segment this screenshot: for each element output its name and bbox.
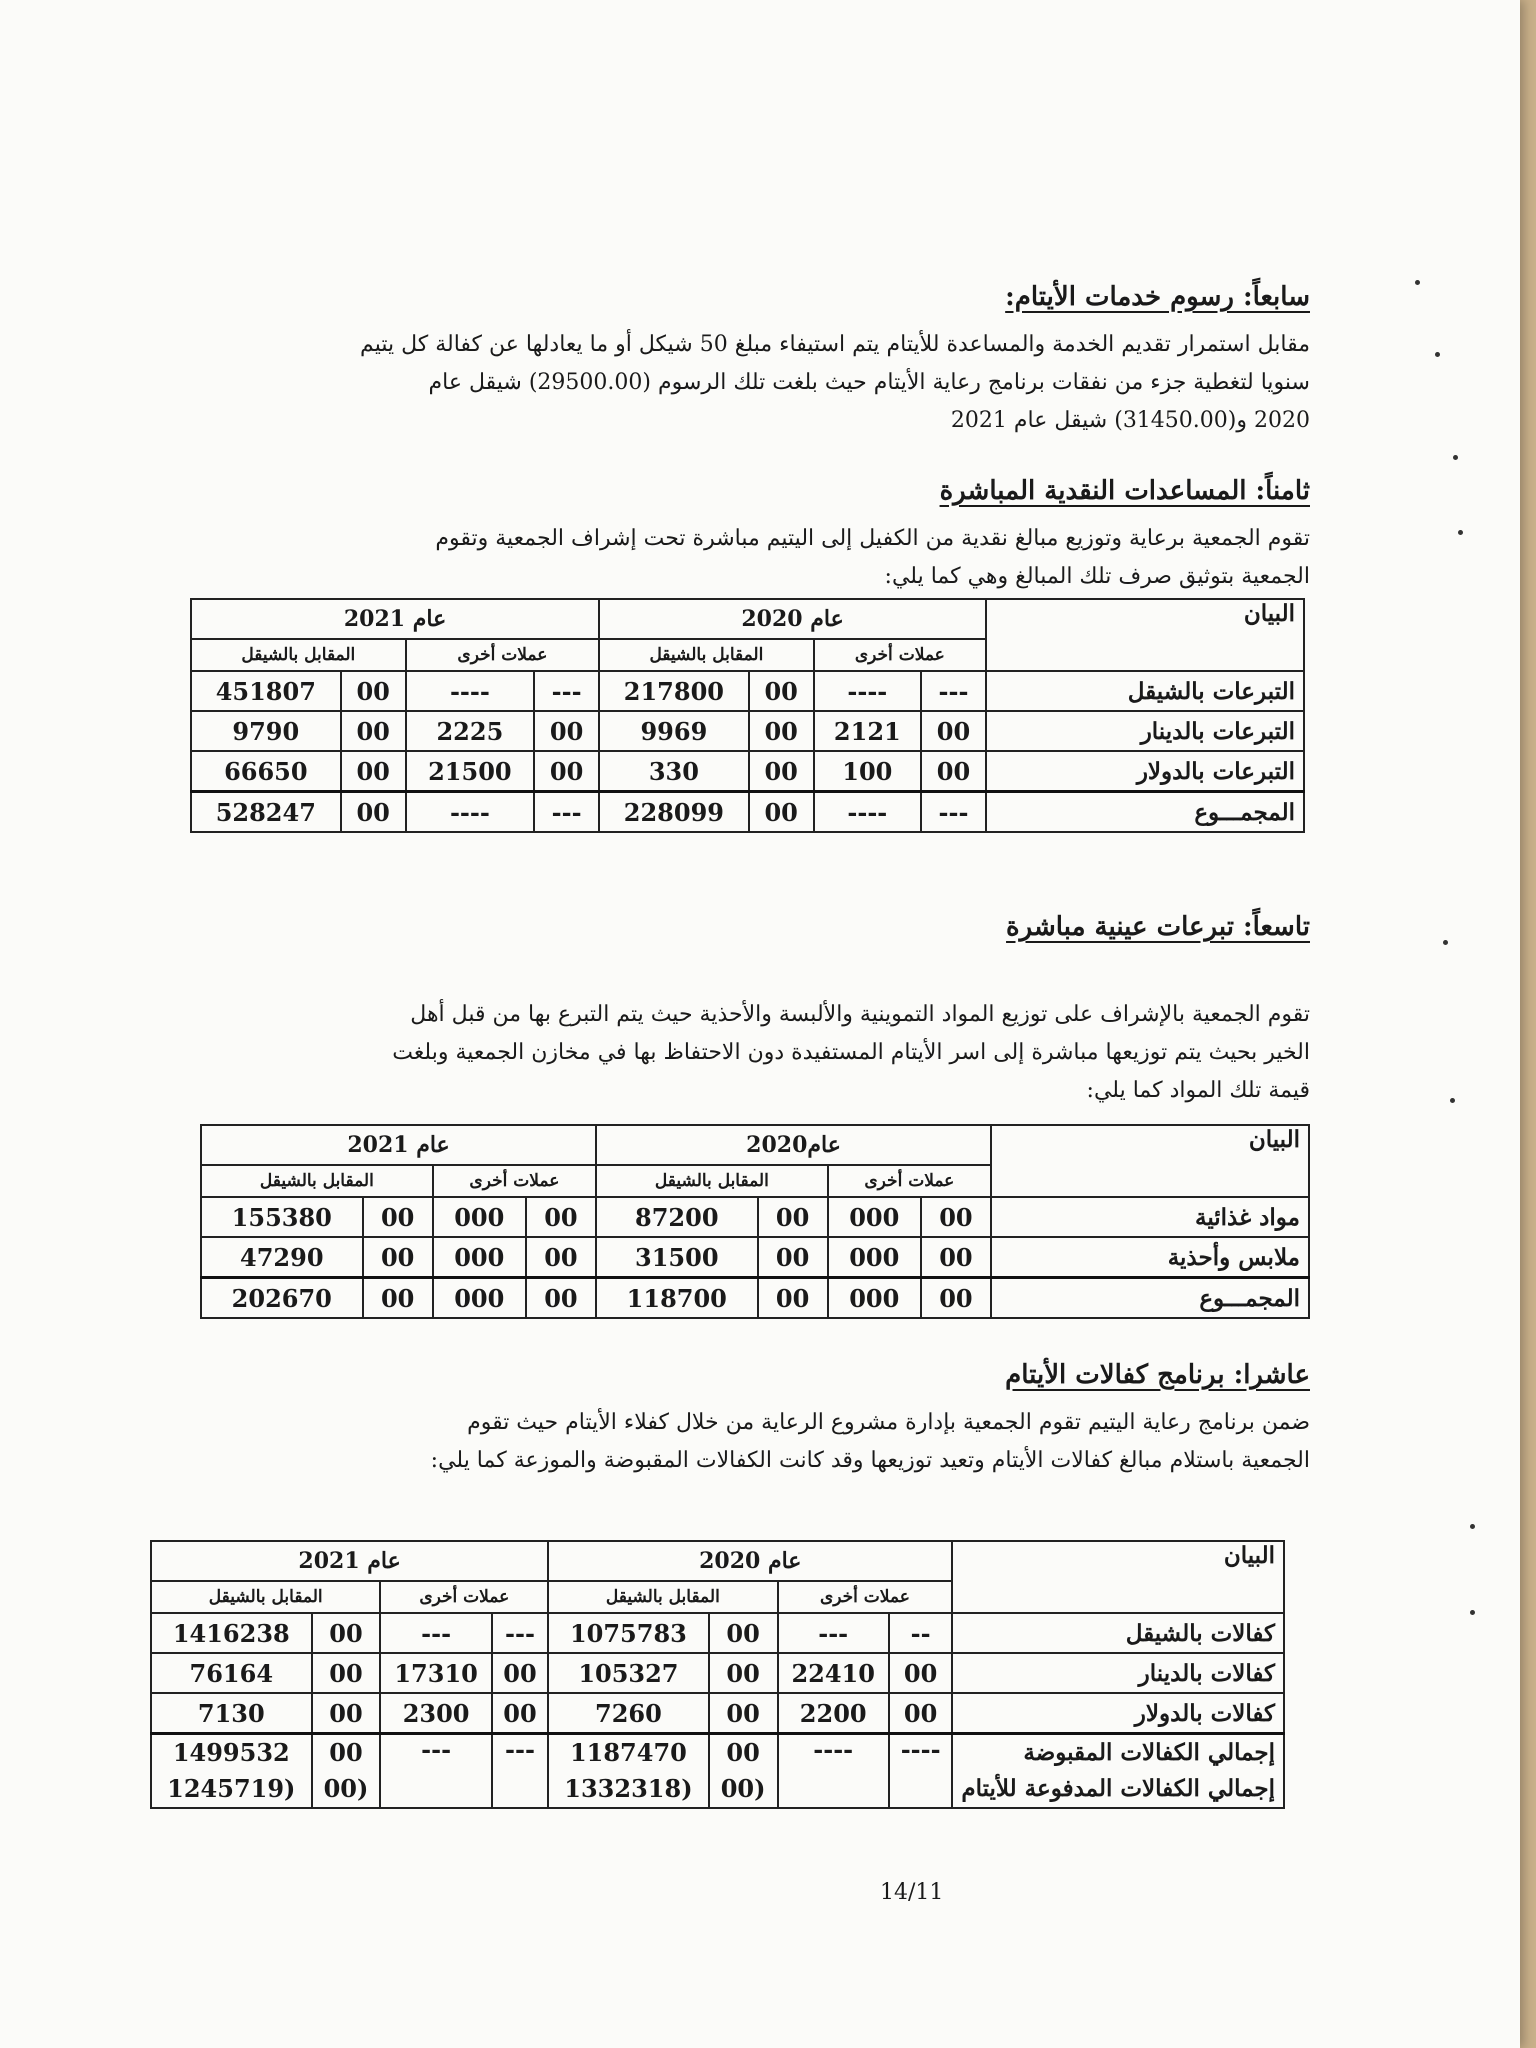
cell: 000 (433, 1237, 526, 1278)
cell: 118700 (596, 1278, 757, 1319)
row-label: ملابس وأحذية (991, 1237, 1309, 1278)
cell: (1332318 (564, 1774, 693, 1803)
cell: ---- (814, 792, 921, 833)
cell: ---- (814, 671, 921, 711)
cell: 00 (758, 1278, 828, 1319)
header-other-currencies: عملات أخرى (433, 1165, 596, 1197)
section-title: ثامناً: المساعدات النقدية المباشرة (939, 476, 1310, 506)
section-sponsorship-program (140, 1360, 1310, 1480)
cell: 1416238 (151, 1613, 312, 1653)
cell: 00 (889, 1693, 952, 1734)
margin-dot (1453, 455, 1458, 460)
paragraph-line: مقابل استمرار تقديم الخدمة والمساعدة للأيتام يتم استيفاء مبلغ 50 شيكل أو ما يعادلها عن كفالة كل يتيم (360, 332, 1310, 357)
total-paid-label: إجمالي الكفالات المدفوعة للأيتام (961, 1775, 1275, 1802)
cell: 1499532 (172, 1738, 290, 1767)
section-in-kind-donations (140, 912, 1310, 1110)
cell: 00 (749, 671, 814, 711)
cell: 00 (341, 751, 406, 792)
cell: 00 (726, 1738, 760, 1767)
paragraph-line: الجمعية بتوثيق صرف تلك المبالغ وهي كما يلي: (884, 564, 1310, 589)
cell: --- (492, 1734, 548, 1809)
cell: ---- (406, 671, 534, 711)
margin-dot (1458, 530, 1463, 535)
cell: 000 (828, 1197, 921, 1237)
cell: 00 (921, 1197, 991, 1237)
cell: 17310 (380, 1653, 491, 1693)
header-year-2020: عام2020 (596, 1125, 991, 1165)
cell-pair (312, 1734, 381, 1809)
cell: 7260 (548, 1693, 708, 1734)
cell: 21500 (406, 751, 534, 792)
row-label: كفالات بالدولار (952, 1693, 1284, 1734)
row-label: مواد غذائية (991, 1197, 1309, 1237)
row-label: التبرعات بالشيقل (986, 671, 1304, 711)
cell: 1075783 (548, 1613, 708, 1653)
cell: ---- (778, 1734, 889, 1809)
cell: 76164 (151, 1653, 312, 1693)
cell: 217800 (599, 671, 749, 711)
cell: 00 (534, 751, 599, 792)
header-shekel-equivalent: المقابل بالشيقل (191, 639, 406, 671)
margin-dot (1470, 1524, 1475, 1529)
cell-pair (151, 1734, 312, 1809)
cell: 00 (709, 1613, 778, 1653)
header-other-currencies: عملات أخرى (828, 1165, 991, 1197)
paragraph-line: ضمن برنامج رعاية اليتيم تقوم الجمعية بإدارة مشروع الرعاية من خلال كفلاء الأيتام حيث تقوم (467, 1410, 1310, 1435)
cell: 2300 (380, 1693, 491, 1734)
cell: 00 (312, 1653, 381, 1693)
margin-dot (1415, 280, 1420, 285)
cell: --- (534, 792, 599, 833)
cell: 66650 (191, 751, 341, 792)
cell: 228099 (599, 792, 749, 833)
cell: --- (534, 671, 599, 711)
cell: 00 (709, 1653, 778, 1693)
row-label: كفالات بالشيقل (952, 1613, 1284, 1653)
cell: 31500 (596, 1237, 757, 1278)
cell: 7130 (151, 1693, 312, 1734)
paragraph-line: تقوم الجمعية بالإشراف على توزيع المواد التموينية والألبسة والأحذية حيث يتم التبرع بها من قبل أهل (410, 1002, 1310, 1027)
cell: --- (921, 792, 986, 833)
cell: 00 (526, 1197, 596, 1237)
cell-pair (709, 1734, 778, 1809)
table-row (191, 711, 1304, 751)
header-shekel-equivalent: المقابل بالشيقل (201, 1165, 433, 1197)
in-kind-table (200, 1124, 1310, 1319)
cell: 00 (363, 1278, 433, 1319)
cell: 00 (312, 1613, 381, 1653)
row-label: التبرعات بالدولار (986, 751, 1304, 792)
paragraph-line: 2020 و(31450.00) شيقل عام 2021 (950, 408, 1310, 433)
section-title: عاشرا: برنامج كفالات الأيتام (1005, 1360, 1310, 1390)
margin-dot (1470, 1610, 1475, 1615)
cell: 00 (492, 1693, 548, 1734)
header-year-2021: عام 2021 (151, 1541, 548, 1581)
cell: 000 (433, 1278, 526, 1319)
header-shekel-equivalent: المقابل بالشيقل (151, 1581, 380, 1613)
cell: 00 (534, 711, 599, 751)
row-label: المجمـــوع (986, 792, 1304, 833)
table-row (191, 751, 1304, 792)
cell: 330 (599, 751, 749, 792)
header-year-2020: عام 2020 (599, 599, 986, 639)
cell: 00 (758, 1197, 828, 1237)
margin-dot (1450, 1098, 1455, 1103)
cell: 00 (329, 1738, 363, 1767)
header-shekel-equivalent: المقابل بالشيقل (596, 1165, 828, 1197)
table-row (201, 1237, 1309, 1278)
cell: ---- (406, 792, 534, 833)
cell: -- (889, 1613, 952, 1653)
cell: (00 (323, 1774, 369, 1803)
cell: (00 (720, 1774, 766, 1803)
header-year-2021: عام 2021 (191, 599, 599, 639)
page-number: 14/11 (880, 1880, 944, 1905)
cell: 202670 (201, 1278, 363, 1319)
cell: 00 (749, 792, 814, 833)
cell: 155380 (201, 1197, 363, 1237)
cell: 00 (492, 1653, 548, 1693)
table-total-row (151, 1734, 1284, 1809)
paragraph-line: الجمعية باستلام مبالغ كفالات الأيتام وتعيد توزيعها وقد كانت الكفالات المقبوضة والموزعة كما يلي: (430, 1448, 1310, 1473)
table-row (151, 1653, 1284, 1693)
table-row (151, 1613, 1284, 1653)
header-label: البيان (991, 1125, 1309, 1197)
cell: 00 (341, 671, 406, 711)
cell-pair (548, 1734, 708, 1809)
header-other-currencies: عملات أخرى (778, 1581, 953, 1613)
cell: 00 (889, 1653, 952, 1693)
paragraph-line: سنويا لتغطية جزء من نفقات برنامج رعاية الأيتام حيث بلغت تلك الرسوم (29500.00) شيقل عام (428, 370, 1310, 395)
table-total-row (191, 792, 1304, 833)
cell: 00 (921, 1237, 991, 1278)
cell: 00 (709, 1693, 778, 1734)
cell: ---- (889, 1734, 952, 1809)
document-page (140, 0, 1310, 2048)
cell: --- (492, 1613, 548, 1653)
cell: --- (380, 1613, 491, 1653)
cell: 00 (921, 711, 986, 751)
header-other-currencies: عملات أخرى (406, 639, 599, 671)
table-total-row (201, 1278, 1309, 1319)
section-title: تاسعاً: تبرعات عينية مباشرة (1006, 912, 1310, 942)
cell: 100 (814, 751, 921, 792)
table-row (191, 671, 1304, 711)
cell: 2225 (406, 711, 534, 751)
row-label: التبرعات بالدينار (986, 711, 1304, 751)
cell: 9969 (599, 711, 749, 751)
cell: --- (921, 671, 986, 711)
cell: 00 (749, 751, 814, 792)
cell: --- (380, 1734, 491, 1809)
cell: 2121 (814, 711, 921, 751)
cell: 00 (312, 1693, 381, 1734)
header-year-2021: عام 2021 (201, 1125, 596, 1165)
cell: --- (778, 1613, 889, 1653)
cell: (1245719 (167, 1774, 296, 1803)
header-other-currencies: عملات أخرى (814, 639, 986, 671)
header-year-2020: عام 2020 (548, 1541, 952, 1581)
row-label: المجمـــوع (991, 1278, 1309, 1319)
table-row (201, 1197, 1309, 1237)
header-shekel-equivalent: المقابل بالشيقل (599, 639, 814, 671)
header-other-currencies: عملات أخرى (380, 1581, 548, 1613)
cell: 47290 (201, 1237, 363, 1278)
cell: 00 (749, 711, 814, 751)
cell: 00 (341, 792, 406, 833)
paragraph-line: الخير بحيث يتم توزيعها مباشرة إلى اسر الأيتام المستفيدة دون الاحتفاظ بها في مخازن الجمعية وبلغت (392, 1040, 1310, 1065)
cell: 9790 (191, 711, 341, 751)
section-title: سابعاً: رسوم خدمات الأيتام: (1005, 282, 1310, 312)
cell: 00 (526, 1237, 596, 1278)
section-cash-aid (140, 476, 1310, 596)
cell: 00 (526, 1278, 596, 1319)
section-orphan-fees (140, 282, 1310, 440)
header-label: البيان (986, 599, 1304, 671)
cell: 105327 (548, 1653, 708, 1693)
total-received-label: إجمالي الكفالات المقبوضة (1023, 1739, 1275, 1766)
cell: 22410 (778, 1653, 889, 1693)
cell: 451807 (191, 671, 341, 711)
cash-aid-table (190, 598, 1305, 833)
cell: 00 (341, 711, 406, 751)
header-shekel-equivalent: المقابل بالشيقل (548, 1581, 777, 1613)
sponsorship-table (150, 1540, 1285, 1809)
cell: 000 (828, 1278, 921, 1319)
cell: 528247 (191, 792, 341, 833)
cell: 87200 (596, 1197, 757, 1237)
paragraph-line: قيمة تلك المواد كما يلي: (1086, 1078, 1310, 1103)
margin-dot (1435, 352, 1440, 357)
cell: 00 (363, 1197, 433, 1237)
table-row (151, 1693, 1284, 1734)
cell: 00 (921, 1278, 991, 1319)
cell: 000 (828, 1237, 921, 1278)
cell: 00 (758, 1237, 828, 1278)
cell: 1187470 (569, 1738, 687, 1767)
cell: 2200 (778, 1693, 889, 1734)
row-label-totals (952, 1734, 1284, 1809)
margin-dot (1443, 940, 1448, 945)
paragraph-line: تقوم الجمعية برعاية وتوزيع مبالغ نقدية من الكفيل إلى اليتيم مباشرة تحت إشراف الجمعية وتقوم (435, 526, 1310, 551)
row-label: كفالات بالدينار (952, 1653, 1284, 1693)
cell: 000 (433, 1197, 526, 1237)
header-label: البيان (952, 1541, 1284, 1613)
cell: 00 (363, 1237, 433, 1278)
cell: 00 (921, 751, 986, 792)
